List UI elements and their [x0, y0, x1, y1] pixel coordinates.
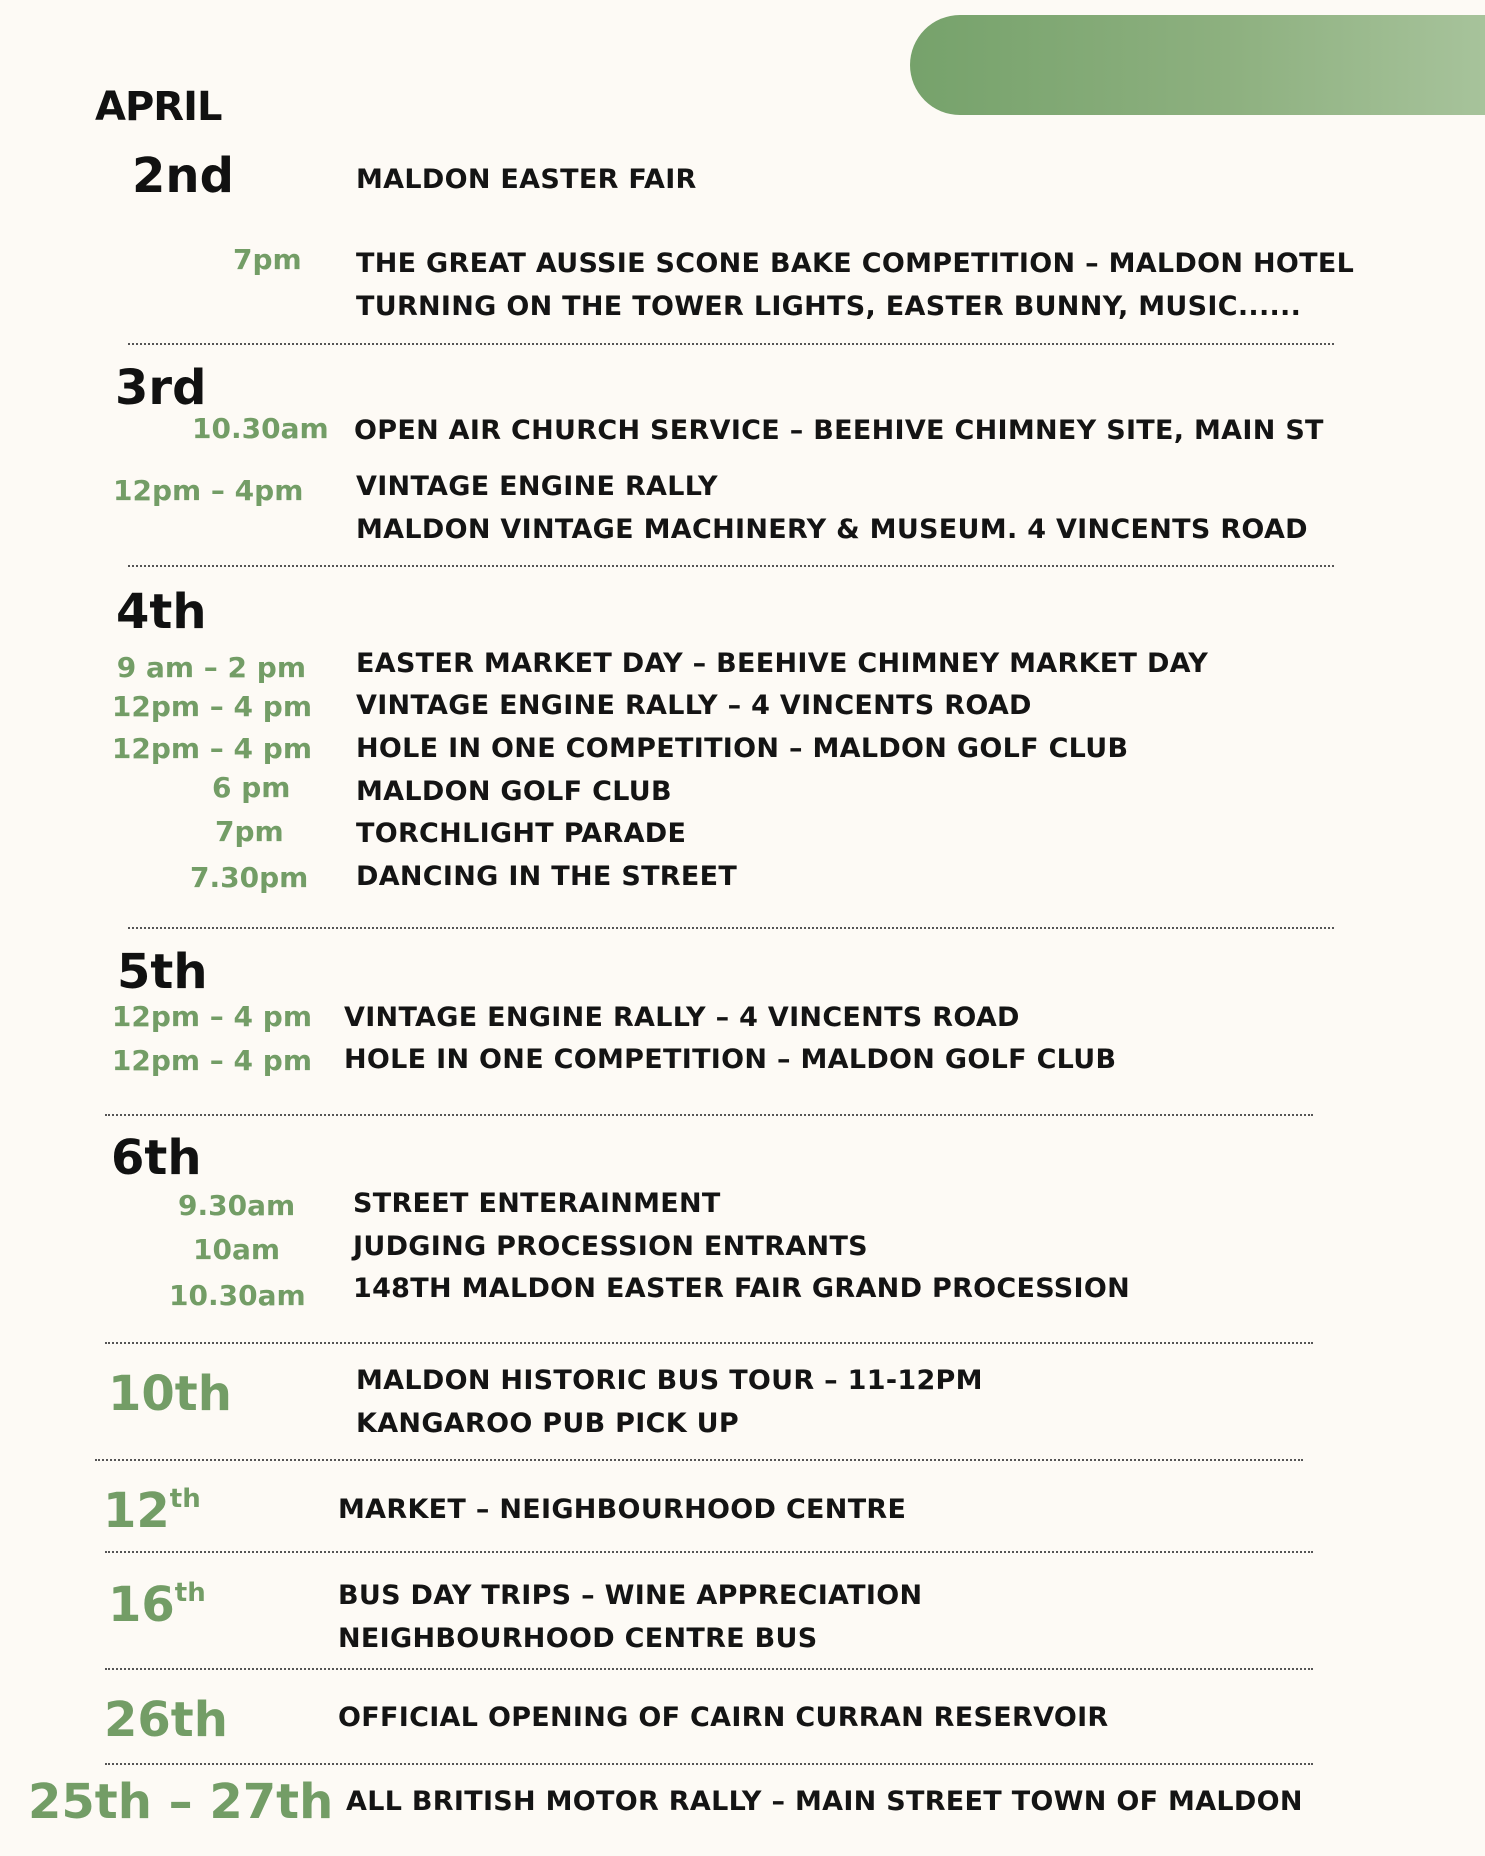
- event-time: 10am: [193, 1233, 281, 1266]
- event-time: 9.30am: [178, 1189, 296, 1222]
- event-text: JUDGING PROCESSION ENTRANTS: [353, 1231, 868, 1262]
- event-text: VINTAGE ENGINE RALLY: [356, 471, 718, 502]
- divider: [105, 1342, 1313, 1344]
- day-number: 16: [108, 1577, 175, 1633]
- event-time: 7pm: [215, 815, 284, 848]
- event-text: KANGAROO PUB PICK UP: [356, 1408, 739, 1439]
- event-time: 12pm – 4pm: [113, 474, 304, 507]
- event-time: 12pm – 4 pm: [111, 732, 312, 765]
- divider: [128, 927, 1334, 929]
- event-text: MALDON HISTORIC BUS TOUR – 11-12PM: [356, 1365, 983, 1396]
- month-heading: APRIL: [95, 84, 222, 130]
- day-suffix: th: [174, 1578, 206, 1608]
- event-text: ALL BRITISH MOTOR RALLY – MAIN STREET TOWN OF MALDON: [346, 1786, 1303, 1817]
- divider: [105, 1114, 1313, 1116]
- header-decoration: [910, 15, 1485, 115]
- event-time: 10.30am: [192, 412, 329, 445]
- day-label: 6th: [111, 1130, 202, 1186]
- day-label: [108, 1577, 206, 1633]
- event-time: 9 am – 2 pm: [116, 651, 306, 684]
- day-label: [103, 1483, 201, 1539]
- day-number: 12: [103, 1483, 170, 1539]
- event-text: EASTER MARKET DAY – BEEHIVE CHIMNEY MARKET DAY: [356, 648, 1209, 679]
- divider: [128, 565, 1334, 567]
- divider: [128, 343, 1334, 345]
- event-text: VINTAGE ENGINE RALLY – 4 VINCENTS ROAD: [344, 1002, 1020, 1033]
- event-text: STREET ENTERAINMENT: [353, 1188, 721, 1219]
- event-text: TURNING ON THE TOWER LIGHTS, EASTER BUNNY, MUSIC......: [356, 291, 1302, 322]
- event-text: MALDON GOLF CLUB: [356, 776, 672, 807]
- event-text: OFFICIAL OPENING OF CAIRN CURRAN RESERVOIR: [338, 1702, 1109, 1733]
- day-label: 25th – 27th: [28, 1774, 334, 1830]
- divider: [95, 1459, 1303, 1461]
- day-suffix: th: [169, 1484, 201, 1514]
- event-text: MARKET – NEIGHBOURHOOD CENTRE: [338, 1494, 907, 1525]
- event-text: HOLE IN ONE COMPETITION – MALDON GOLF CLUB: [356, 733, 1129, 764]
- divider: [105, 1763, 1313, 1765]
- event-text: OPEN AIR CHURCH SERVICE – BEEHIVE CHIMNEY SITE, MAIN ST: [354, 415, 1324, 446]
- event-text: THE GREAT AUSSIE SCONE BAKE COMPETITION – MALDON HOTEL: [356, 248, 1355, 279]
- day-label: 3rd: [115, 360, 207, 416]
- event-time: 6 pm: [212, 771, 291, 804]
- event-text: VINTAGE ENGINE RALLY – 4 VINCENTS ROAD: [356, 690, 1032, 721]
- day-label: 2nd: [132, 148, 234, 204]
- day-label: 5th: [117, 944, 208, 1000]
- event-time: 12pm – 4 pm: [111, 1000, 312, 1033]
- event-time: 12pm – 4 pm: [111, 1044, 312, 1077]
- divider: [105, 1668, 1313, 1670]
- event-text: 148TH MALDON EASTER FAIR GRAND PROCESSION: [353, 1273, 1131, 1304]
- event-time: 7pm: [233, 243, 302, 276]
- event-text: MALDON EASTER FAIR: [356, 164, 697, 195]
- event-time: 10.30am: [169, 1279, 306, 1312]
- event-text: NEIGHBOURHOOD CENTRE BUS: [338, 1623, 818, 1654]
- event-text: TORCHLIGHT PARADE: [356, 818, 687, 849]
- divider: [105, 1551, 1313, 1553]
- event-time: 7.30pm: [190, 861, 309, 894]
- event-text: DANCING IN THE STREET: [356, 861, 738, 892]
- event-text: MALDON VINTAGE MACHINERY & MUSEUM. 4 VINCENTS ROAD: [356, 514, 1308, 545]
- day-label: 10th: [108, 1366, 232, 1422]
- event-text: BUS DAY TRIPS – WINE APPRECIATION: [338, 1580, 923, 1611]
- day-label: 4th: [116, 584, 207, 640]
- day-label: 26th: [104, 1692, 228, 1748]
- event-text: HOLE IN ONE COMPETITION – MALDON GOLF CLUB: [344, 1044, 1117, 1075]
- event-time: 12pm – 4 pm: [111, 690, 312, 723]
